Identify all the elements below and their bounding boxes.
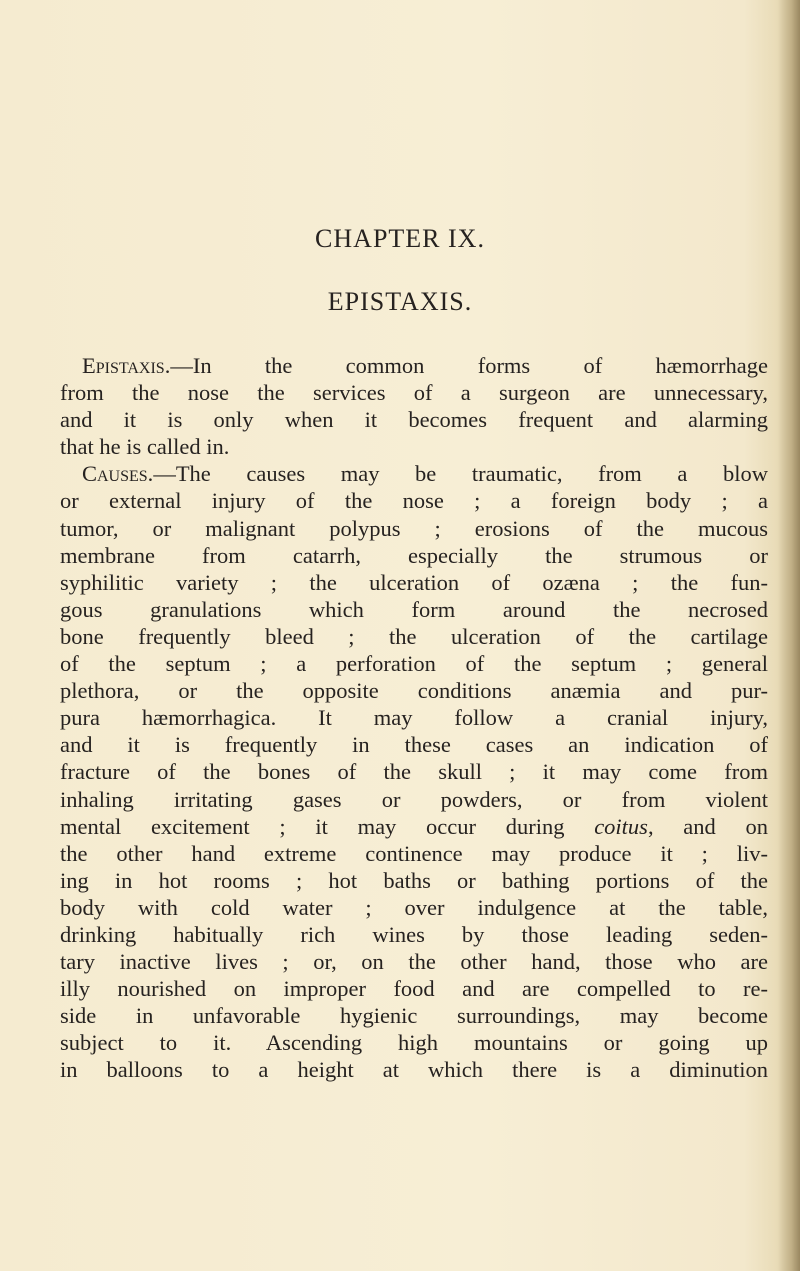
text-line: plethora, or the opposite conditions anæmia and pur- xyxy=(60,678,768,704)
body-text xyxy=(60,352,768,1084)
text-line: the other hand extreme continence may produce it ; liv- xyxy=(60,840,768,866)
text-line: mental excitement ; it may occur during coitus, and on xyxy=(60,813,768,839)
text-line: tary inactive lives ; or, on the other hand, those who are xyxy=(60,949,768,975)
paragraph-lead: Epistaxis. xyxy=(82,353,171,378)
paragraph-lead: Causes. xyxy=(82,461,154,487)
text-line: ing in hot rooms ; hot baths or bathing portions of the xyxy=(60,867,768,893)
text-line: membrane from catarrh, especially the strumous or xyxy=(60,542,768,568)
text-line: that he is called in. xyxy=(60,434,230,460)
text-line: bone frequently bleed ; the ulceration of the cartilage xyxy=(60,623,768,649)
text-line: tumor, or malignant polypus ; erosions of the mucous xyxy=(60,515,768,541)
italic-term: coitus xyxy=(594,813,648,839)
text-line: and it is only when it becomes frequent and alarming xyxy=(60,407,768,433)
text-line: illy nourished on improper food and are compelled to re- xyxy=(60,976,768,1002)
text-line: Causes.—The causes may be traumatic, from a blow xyxy=(82,461,768,487)
chapter-title: EPISTAXIS. xyxy=(327,287,473,316)
text-line: body with cold water ; over indulgence at the table, xyxy=(60,894,768,920)
page-edge-shadow xyxy=(778,0,800,1271)
chapter-heading: CHAPTER IX. xyxy=(315,224,485,253)
text-line: gous granulations which form around the necrosed xyxy=(60,596,768,622)
text-line: in balloons to a height at which there is a diminution xyxy=(60,1057,768,1083)
text-line: inhaling irritating gases or powders, or from violent xyxy=(60,786,768,812)
text-line: subject to it. Ascending high mountains or going up xyxy=(60,1030,768,1056)
text-line: syphilitic variety ; the ulceration of ozæna ; the fun- xyxy=(60,569,768,595)
text-line: or external injury of the nose ; a foreign body ; a xyxy=(60,488,768,514)
text-line: fracture of the bones of the skull ; it may come from xyxy=(60,759,768,785)
text-line: pura hæmorrhagica. It may follow a cranial injury, xyxy=(60,705,768,731)
text-line: and it is frequently in these cases an indication of xyxy=(60,732,768,758)
text-line: of the septum ; a perforation of the septum ; general xyxy=(60,651,768,677)
text-line: from the nose the services of a surgeon are unnecessary, xyxy=(60,380,768,406)
text-line: side in unfavorable hygienic surroundings, may become xyxy=(60,1003,768,1029)
text-line: drinking habitually rich wines by those leading seden- xyxy=(60,921,768,947)
text-line: Epistaxis.—In the common forms of hæmorrhage xyxy=(82,353,768,378)
